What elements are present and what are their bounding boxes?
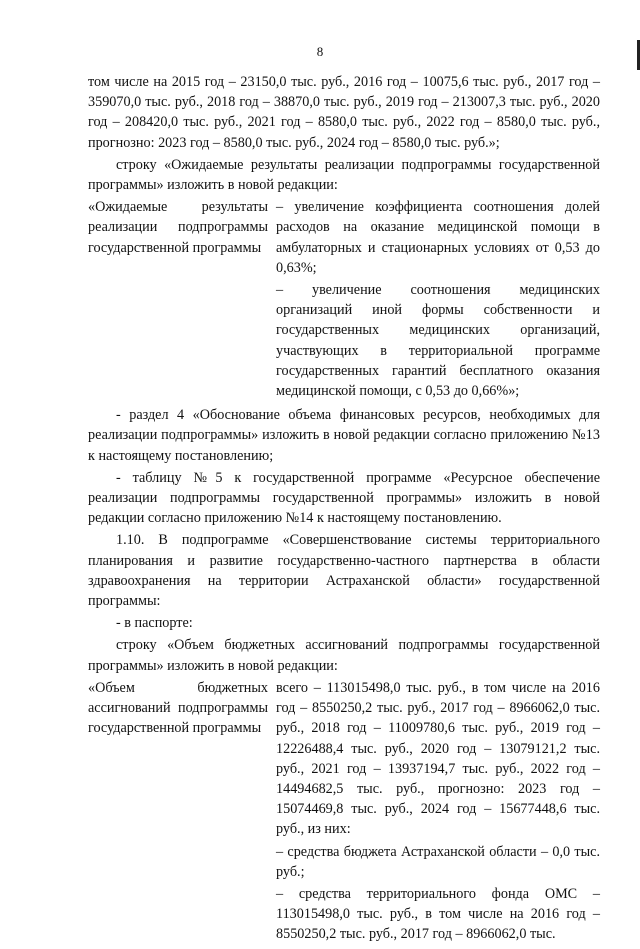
continuation-text: том числе на 2015 год – 23150,0 тыс. руб., 2016 год – 10075,6 тыс. руб., 2017 год – 359070,0 тыс. руб., 2018 год – 38870,0 тыс. руб., 2019 год – 213007,3 тыс. руб., 2020 год – 208420,0 тыс. руб., 2021 год – 8580,0 тыс. руб., 2022 год – 8580,0 тыс. руб., прогнозно: 2023 год – 8580,0 тыс. руб., 2024 год – 8580,0 тыс. руб.»; [88,74,600,151]
table-budget-allocations-label: «Объем бюджетных ассигнований подпрограммы государственной программы [88,679,268,737]
paragraph-passport: - в паспорте: [116,615,193,632]
paragraph-expected-results-row: строку «Ожидаемые результаты реализации подпрограммы государственной программы» изложить в новой редакции: [88,156,600,194]
table-budget-allocations-values [276,678,600,947]
table-expected-results-label: «Ожидаемые результаты реализации подпрограммы государственной программы [88,199,268,256]
paragraph-section-4: - раздел 4 «Обоснование объема финансовых ресурсов, необходимых для реализации подпрограммы» изложить в новой редакции согласно приложению №13 к настоящему постановлению; [88,407,600,464]
document-body [88,72,600,949]
table-expected-results-values [276,197,600,403]
paragraph-table-5: - таблицу №5 к государственной программе «Ресурсное обеспечение реализации подпрограммы государственной программы» изложить в новой редакции согласно приложению №14 к настоящему постановлению. [88,469,600,527]
budget-item: – средства бюджета Астраханской области – 0,0 тыс. руб.; [276,843,600,880]
budget-item: всего – 113015498,0 тыс. руб., в том числе на 2016 год – 8550250,2 тыс. руб., 2017 год – 8966062,0 тыс. руб., 2018 год – 11009780,6 тыс. руб., 2019 год – 12226488,4 тыс. руб., 2020 год – 13079121,2 тыс. руб., 2021 год – 13937194,7 тыс. руб., 2022 год – 14494682,5 тыс. руб., прогнозно: 2023 год – 15074469,8 тыс. руб., 2024 год – 15677448,6 тыс. руб., из них: [276,679,600,838]
expected-result-item: – увеличение соотношения медицинских организаций иной формы собственности и государственных медицинских организаций, участвующих в территориальной программе государственных гарантий бесплатного оказания медицинской помощи, с 0,53 до 0,66%»; [276,282,600,400]
expected-result-item: – увеличение коэффициента соотношения долей расходов на оказание медицинской помощи в амбулаторных и стационарных условиях от 0,53 до 0,63%; [276,199,600,276]
paragraph-budget-row: строку «Объем бюджетных ассигнований подпрограммы государственной программы» изложить в новой редакции: [88,637,600,674]
page-number: 8 [316,44,324,59]
budget-item: – средства территориального фонда ОМС – 113015498,0 тыс. руб., в том числе на 2016 год – 8550250,2 тыс. руб., 2017 год – 8966062,0 тыс. [276,885,600,943]
table-budget-allocations [88,678,600,947]
table-expected-results [88,197,600,403]
paragraph-1-10: 1.10. В подпрограмме «Совершенствование системы территориального планирования и развитие государственно-частного партнерства в области здравоохранения на территории Астраханской области» государственной программы: [88,532,600,610]
